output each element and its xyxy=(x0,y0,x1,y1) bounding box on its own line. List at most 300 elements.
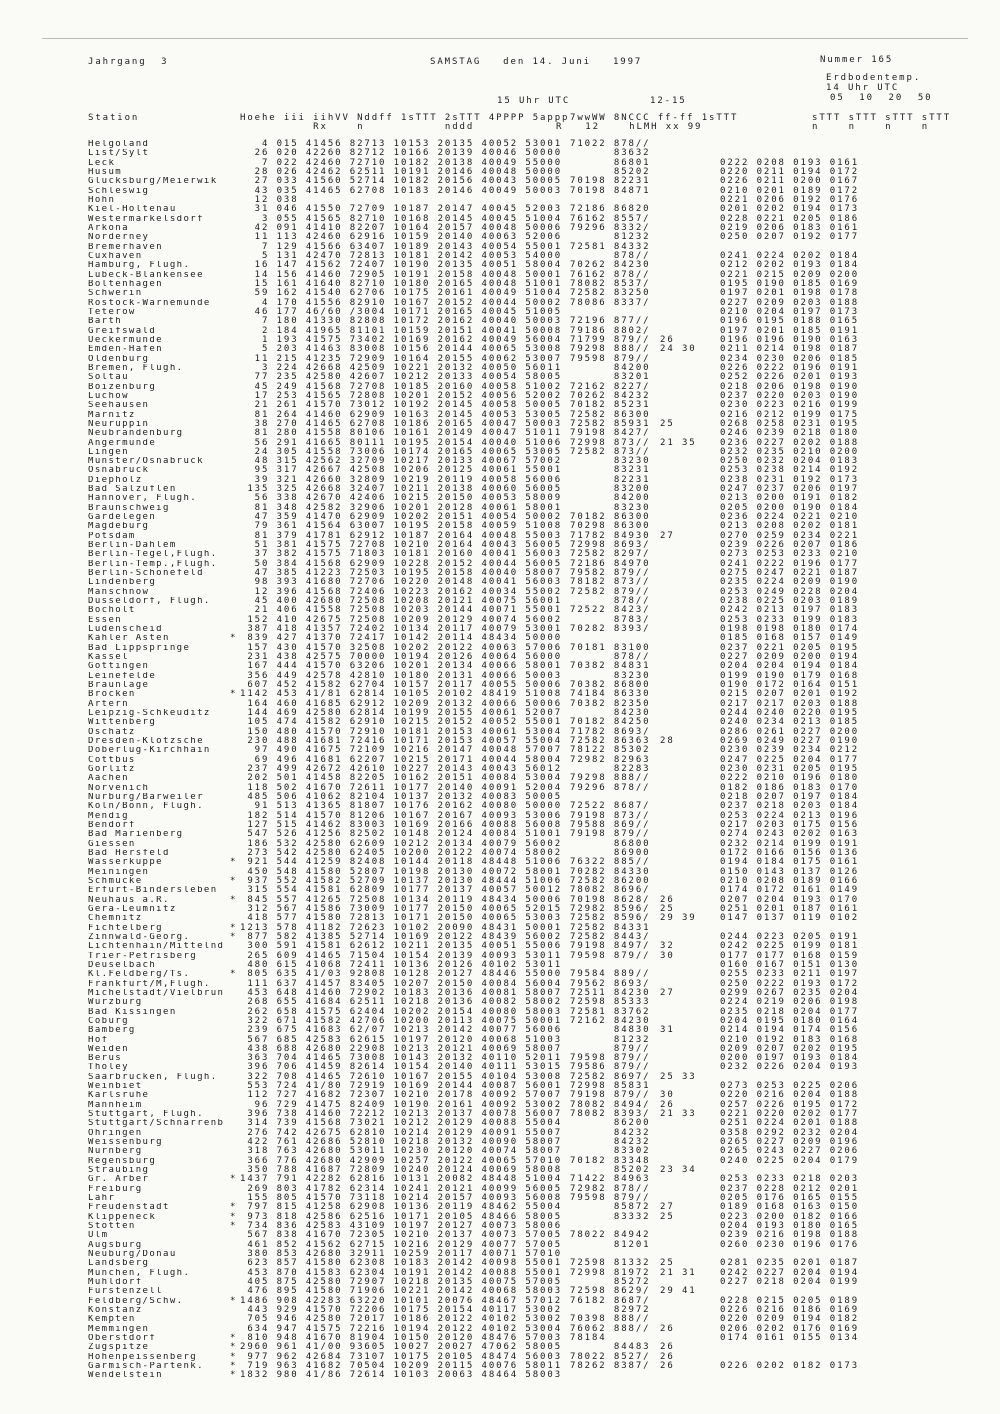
cloud-groups: 79562 8693/ xyxy=(570,978,651,989)
cloud-groups: 72186 84970 xyxy=(570,558,651,569)
wind-extra xyxy=(660,364,720,373)
soil-temp-time: 14 Uhr UTC xyxy=(826,83,900,93)
wind-extra xyxy=(660,756,720,765)
wind-extra xyxy=(660,149,720,158)
station-name: Glücksburg/Meierwik xyxy=(88,177,218,187)
cloud-groups: 72998 85831 xyxy=(570,1081,651,1092)
obs-groups: 48 315 42562 32709 10217 20133 40067 57002 xyxy=(240,456,563,467)
soil-temps: 0174 0172 0161 0149 xyxy=(720,885,860,896)
cloud-groups: 78082 8494/ xyxy=(570,1099,651,1110)
mountain-station-marker xyxy=(230,1241,240,1250)
cloud-groups: 70382 84831 xyxy=(570,661,651,672)
wind-extra xyxy=(660,634,720,643)
station-name: Öhringen xyxy=(88,1128,143,1138)
soil-temps: 0199 0190 0179 0168 xyxy=(720,670,860,681)
soil-temps: 0185 0168 0157 0149 xyxy=(720,633,860,644)
soil-temps: 0239 0216 0198 0188 xyxy=(720,1230,860,1241)
soil-temps: 0232 0235 0210 0200 xyxy=(720,446,860,457)
station-name: Görlitz xyxy=(88,764,136,774)
mountain-station-marker xyxy=(230,336,240,345)
cloud-groups: 79198 8427/ xyxy=(570,428,651,439)
obs-groups: 46 177 46/60 /3004 10171 20165 40045 51005 xyxy=(240,306,563,317)
mountain-station-marker xyxy=(230,560,240,569)
cloud-groups: 84232 xyxy=(570,1137,651,1148)
cloud-groups: 70382 82350 xyxy=(570,698,651,709)
station-name: Mannheim xyxy=(88,1100,143,1110)
cloud-groups: 70282 8393/ xyxy=(570,624,651,635)
station-name: Garmisch-Partenk. xyxy=(88,1361,204,1371)
wind-extra xyxy=(660,308,720,317)
obs-groups: 79 361 41564 63007 10195 20158 40059 51008 xyxy=(240,521,563,532)
mountain-station-marker xyxy=(230,1278,240,1287)
obs-groups: 21 406 41558 72508 10203 20144 40071 55001 xyxy=(240,605,563,616)
station-name: Lübeck-Blankensee xyxy=(88,270,204,280)
obs-groups: 3 055 41565 82710 10168 20145 40045 51004 xyxy=(240,213,563,224)
soil-temps: 0250 0207 0192 0177 xyxy=(720,232,860,243)
obs-groups: 443 929 41570 72206 10175 20154 40117 53002 xyxy=(240,1305,563,1316)
wind-extra xyxy=(660,448,720,457)
wind-extra xyxy=(660,243,720,252)
cloud-groups: 81201 xyxy=(570,1239,651,1250)
soil-temps: 0230 0231 0205 0195 xyxy=(720,763,860,774)
soil-temps: 0222 0208 0193 0161 xyxy=(720,157,860,168)
wind-extra xyxy=(660,858,720,867)
obs-groups: 31 046 41550 72709 10187 20147 40045 52003 xyxy=(240,204,563,215)
soil-temps: 0213 0208 0202 0181 xyxy=(720,521,860,532)
wind-extra xyxy=(660,224,720,233)
mountain-station-marker xyxy=(230,345,240,354)
station-name: Giessen xyxy=(88,839,136,849)
station-name: Nürburg/Barweiler xyxy=(88,792,204,802)
mountain-station-marker xyxy=(230,196,240,205)
cloud-groups: 70262 84232 xyxy=(570,390,651,401)
wind-extra: 25 33 xyxy=(660,1071,697,1082)
obs-groups: 56 291 41665 80111 10195 20154 40040 51006 xyxy=(240,437,563,448)
soil-temps: 0228 0215 0205 0189 xyxy=(720,1295,860,1306)
obs-groups: 11 113 42460 62916 10159 20140 40063 52006 xyxy=(240,232,563,243)
wind-extra xyxy=(660,690,720,699)
wind-extra: 26 xyxy=(660,1342,675,1353)
obs-groups: 810 948 41670 81904 10150 20120 48476 57003 xyxy=(240,1333,563,1343)
soil-temps: 0250 0222 0193 0172 xyxy=(720,978,860,989)
station-name: Bremen, Flugh. xyxy=(88,363,184,373)
station-name: Marnitz xyxy=(88,410,136,420)
station-name: Bad Hersfeld xyxy=(88,848,170,858)
obs-groups: 450 548 41580 52807 10198 20130 40072 58001 xyxy=(240,866,563,877)
station-name: Husum xyxy=(88,167,123,177)
obs-groups: 480 615 41068 72411 10136 20126 40102 53011 xyxy=(240,959,563,970)
cloud-groups: 79586 879// xyxy=(570,1062,651,1073)
mountain-station-marker xyxy=(230,289,240,298)
cloud-groups: 70182 86300 xyxy=(570,512,651,523)
station-name: Ueckermünde xyxy=(88,335,164,345)
station-name: Essen xyxy=(88,615,123,625)
station-name: Bad Lippspringe xyxy=(88,643,191,653)
mountain-station-marker: * xyxy=(230,857,236,868)
obs-groups: 27 033 41560 52714 10182 20156 40043 50005 xyxy=(240,176,563,187)
cloud-groups: 79598 879// xyxy=(570,1053,651,1064)
soil-temps: 0228 0221 0205 0186 xyxy=(720,213,860,224)
mountain-station-marker xyxy=(230,728,240,737)
wind-extra xyxy=(660,1036,720,1045)
cloud-groups: 83230 xyxy=(570,670,651,681)
station-name: Berlin-Temp.,Flugh. xyxy=(88,559,218,569)
obs-groups: 1142 453 41/81 62814 10105 20102 48419 51008 xyxy=(240,689,563,700)
wind-extra xyxy=(660,476,720,485)
wind-extra xyxy=(660,924,720,933)
obs-groups: 476 895 41580 71906 10221 20142 40068 58003 xyxy=(240,1286,563,1297)
wind-extra: 25 xyxy=(660,1211,675,1222)
wind-extra: 26 xyxy=(660,1323,675,1334)
obs-groups: 363 704 41465 73008 10143 20132 40110 52011 xyxy=(240,1053,563,1064)
mountain-station-marker xyxy=(230,1138,240,1147)
station-name: Regensburg xyxy=(88,1156,157,1166)
soil-temps: 0235 0218 0204 0177 xyxy=(720,1006,860,1017)
mountain-station-marker xyxy=(230,1026,240,1035)
station-name: Bad Marienberg xyxy=(88,830,184,840)
station-name: Emden-Hafen xyxy=(88,345,164,355)
soil-temps: 0253 0238 0214 0192 xyxy=(720,465,860,476)
obs-groups: 81 348 42582 32906 10201 20128 40061 58001 xyxy=(240,502,563,513)
soil-temps: 0232 0226 0204 0193 xyxy=(720,1062,860,1073)
cloud-groups: 79298 888// xyxy=(570,773,651,784)
soil-temps: 0241 0222 0196 0177 xyxy=(720,558,860,569)
wind-extra xyxy=(660,709,720,718)
mountain-station-marker xyxy=(230,252,240,261)
mountain-station-marker xyxy=(230,177,240,186)
obs-groups: 265 609 41465 71504 10154 20139 40093 53011 xyxy=(240,950,563,961)
station-name: Hohn xyxy=(88,195,116,205)
wind-extra xyxy=(660,457,720,466)
wind-extra xyxy=(660,830,720,839)
station-name: Göttingen xyxy=(88,662,150,672)
mountain-station-marker xyxy=(230,504,240,513)
soil-temps: 0274 0243 0202 0163 xyxy=(720,829,860,840)
cloud-groups: 72582 879// xyxy=(570,586,651,597)
soil-temps: 0214 0194 0174 0156 xyxy=(720,1025,860,1036)
wind-extra xyxy=(660,569,720,578)
mountain-station-marker xyxy=(230,299,240,308)
obs-groups: 5 131 42470 72813 10181 20142 40053 54000 xyxy=(240,250,563,261)
soil-temps: 0219 0206 0183 0161 xyxy=(720,222,860,233)
wind-extra: 25 xyxy=(660,1258,675,1269)
station-name: Straubing xyxy=(88,1166,150,1176)
station-name: Osnabrück xyxy=(88,466,150,476)
obs-groups: 7 180 41330 82808 10172 20162 40040 50003 xyxy=(240,316,563,327)
wind-extra xyxy=(660,616,720,625)
wind-extra: 21 31 xyxy=(660,1267,697,1278)
station-name: München, Flugh. xyxy=(88,1268,191,1278)
soil-temps: 0260 0230 0196 0176 xyxy=(720,1239,860,1250)
cloud-groups: 86801 xyxy=(570,157,651,168)
wind-extra xyxy=(660,868,720,877)
obs-groups: 24 305 41558 73006 10174 20165 40065 53005 xyxy=(240,446,563,457)
station-name: Weissenburg xyxy=(88,1138,164,1148)
station-name: Münster/Osnabrück xyxy=(88,457,204,467)
wind-extra xyxy=(660,597,720,606)
wind-extra xyxy=(660,140,720,149)
cloud-groups: 78122 85302 xyxy=(570,745,651,756)
station-name: Kl.Feldberg/Ts. xyxy=(88,970,191,980)
wind-extra xyxy=(660,1147,720,1156)
obs-groups: 56 338 42670 42406 10215 20150 40053 58009 xyxy=(240,493,563,504)
mountain-station-marker xyxy=(230,644,240,653)
station-name: Angermünde xyxy=(88,438,157,448)
mountain-station-marker xyxy=(230,205,240,214)
obs-groups: 396 738 41460 72212 10213 20137 40078 56007 xyxy=(240,1109,563,1120)
obs-groups: 396 706 41459 82614 10154 20140 40111 53015 xyxy=(240,1062,563,1073)
cloud-groups: 78082 8696/ xyxy=(570,885,651,896)
cloud-groups: 79598 879// xyxy=(570,950,651,961)
obs-groups: 12 038 xyxy=(240,194,299,205)
wind-extra xyxy=(660,280,720,289)
soil-temps: 0237 0228 0212 0201 xyxy=(720,1183,860,1194)
cloud-groups: 83632 xyxy=(570,148,651,159)
wind-extra xyxy=(660,961,720,970)
station-name: Artern xyxy=(88,699,129,709)
station-name: Greifswald xyxy=(88,326,157,336)
wind-extra xyxy=(660,998,720,1007)
col-subheader-right: R 12 hLMH xx 99 xyxy=(556,122,703,132)
cloud-groups: 70182 85231 xyxy=(570,400,651,411)
station-name: Lahr xyxy=(88,1194,116,1204)
soil-temps: 0172 0166 0156 0136 xyxy=(720,847,860,858)
date-line: SAMSTAG den 14. Juni 1997 xyxy=(430,57,643,67)
wind-extra xyxy=(660,765,720,774)
station-name: Kassel xyxy=(88,653,129,663)
mountain-station-marker xyxy=(230,1185,240,1194)
station-name: Meiningen xyxy=(88,867,150,877)
station-name: Kempten xyxy=(88,1315,136,1325)
obs-groups: 438 688 42680 22908 10213 20121 40069 58007 xyxy=(240,1043,563,1054)
station-name: Westermarkelsdorf xyxy=(88,214,204,224)
obs-groups: 1832 980 41/86 72614 10103 20063 48464 58003 xyxy=(240,1370,563,1381)
obs-range-label: 12-15 xyxy=(650,96,687,106)
station-name: Boizenburg xyxy=(88,382,157,392)
mountain-station-marker xyxy=(230,280,240,289)
station-name: Dresden-Klotzsche xyxy=(88,737,204,746)
soil-temps: 0204 0195 0180 0164 xyxy=(720,1015,860,1026)
soil-temps: 0226 0202 0182 0173 xyxy=(720,1360,860,1371)
cloud-groups: 70198 84871 xyxy=(570,185,651,196)
cloud-groups: 79198 879// xyxy=(570,1090,651,1101)
mountain-station-marker xyxy=(230,308,240,317)
obs-groups: 12 396 41568 72406 10223 20162 40034 55002 xyxy=(240,586,563,597)
soil-temps: 0251 0201 0187 0161 xyxy=(720,903,860,914)
wind-extra: 29 41 xyxy=(660,1286,697,1297)
mountain-station-marker xyxy=(230,1045,240,1054)
obs-groups: 1486 908 42283 63220 10101 20076 48467 57012 xyxy=(240,1295,563,1306)
mountain-station-marker xyxy=(230,1017,240,1026)
soil-temps: 0251 0224 0201 0188 xyxy=(720,1118,860,1129)
soil-temps: 0215 0207 0201 0192 xyxy=(720,689,860,700)
mountain-station-marker xyxy=(230,905,240,914)
cloud-groups xyxy=(570,1371,660,1380)
mountain-station-marker xyxy=(230,1073,240,1082)
station-name: Würzburg xyxy=(88,998,143,1008)
station-name: Konstanz xyxy=(88,1306,143,1316)
obs-groups: 182 514 41570 81206 10167 20167 40093 53006 xyxy=(240,810,563,821)
obs-groups: 45 249 41568 72708 10185 20160 40058 51002 xyxy=(240,381,563,392)
soil-temps: 0210 0192 0183 0168 xyxy=(720,1034,860,1045)
wind-extra xyxy=(660,355,720,364)
cloud-groups: 72582 873// xyxy=(570,446,651,457)
wind-extra: 26 xyxy=(660,1351,675,1362)
wind-extra xyxy=(660,252,720,261)
station-name: Leinefelde xyxy=(88,671,157,681)
cloud-groups: 83201 xyxy=(570,372,651,383)
soil-temps: 0237 0221 0205 0195 xyxy=(720,642,860,653)
station-name: Augsburg xyxy=(88,1240,143,1250)
wind-extra xyxy=(660,187,720,196)
station-name: Oschatz xyxy=(88,727,136,737)
mountain-station-marker xyxy=(230,1110,240,1119)
soil-temps: 0247 0237 0206 0197 xyxy=(720,484,860,495)
station-name: Lüdenscheid xyxy=(88,625,164,635)
obs-groups: 547 526 41256 82502 10148 20124 40084 51001 xyxy=(240,829,563,840)
station-name: Rostock-Warnemünde xyxy=(88,298,211,308)
obs-groups: 4 170 41556 82910 10167 20152 40044 50002 xyxy=(240,297,563,308)
soil-temps: 0227 0209 0200 0194 xyxy=(720,652,860,663)
wind-extra xyxy=(660,177,720,186)
mountain-station-marker xyxy=(230,746,240,755)
soil-temps: 0223 0200 0182 0166 xyxy=(720,1211,860,1222)
wind-extra xyxy=(660,1222,720,1231)
station-name: Kiel-Holtenau xyxy=(88,205,177,215)
cloud-groups: 72598 85333 xyxy=(570,997,651,1008)
mountain-station-marker xyxy=(230,952,240,961)
soil-temps: 0242 0225 0199 0181 xyxy=(720,941,860,952)
wind-extra: 25 xyxy=(660,903,675,914)
wind-extra: 25 xyxy=(660,418,675,429)
cloud-groups: 74184 86330 xyxy=(570,689,651,700)
wind-extra: 29 39 xyxy=(660,913,697,924)
mountain-station-marker xyxy=(230,774,240,783)
soil-temps: 0196 0195 0188 0165 xyxy=(720,316,860,327)
wind-extra xyxy=(660,672,720,681)
mountain-station-marker xyxy=(230,411,240,420)
soil-temps: 0253 0249 0228 0204 xyxy=(720,586,860,597)
mountain-station-marker: * xyxy=(230,931,236,942)
mountain-station-marker xyxy=(230,448,240,457)
station-name: Fichtelberg xyxy=(88,923,164,933)
station-name: Gera-Leumnitz xyxy=(88,904,177,914)
soil-temps: 0275 0247 0221 0187 xyxy=(720,568,860,579)
station-name: Seehausen xyxy=(88,401,150,411)
soil-temps: 0205 0176 0165 0155 xyxy=(720,1193,860,1204)
cloud-groups: 70382 86800 xyxy=(570,680,651,691)
soil-temps: 0210 0201 0189 0172 xyxy=(720,185,860,196)
station-name: List/Sylt xyxy=(88,149,150,159)
soil-temps: 0177 0177 0168 0159 xyxy=(720,950,860,961)
soil-temps: 0270 0259 0234 0221 xyxy=(720,530,860,541)
cloud-groups: 84483 xyxy=(570,1342,651,1353)
soil-temps: 0150 0143 0137 0126 xyxy=(720,866,860,877)
station-name: Weiden xyxy=(88,1044,129,1054)
cloud-groups: 72982 8596/ xyxy=(570,903,651,914)
wind-extra xyxy=(660,1185,720,1194)
mountain-station-marker xyxy=(230,392,240,401)
soil-temps: 0197 0201 0198 0178 xyxy=(720,288,860,299)
wind-extra: 28 xyxy=(660,736,675,746)
obs-groups: 485 506 41062 82104 10137 20132 40083 50005 xyxy=(240,791,563,802)
station-name: Potsdam xyxy=(88,531,136,541)
station-name: Erfurt-Bindersleben xyxy=(88,886,218,896)
col-header-groups: Hoehe iii iihVV Nddff 1sTTT 2sTTT 4PPPP 5appp xyxy=(240,113,570,123)
obs-groups: 95 317 42667 42508 10206 20125 40061 55001 xyxy=(240,465,563,476)
soil-temps: 0206 0202 0176 0169 xyxy=(720,1323,860,1334)
obs-groups: 14 156 41460 72905 10191 20158 40048 50001 xyxy=(240,269,563,280)
obs-groups: 16 147 41562 72407 10190 20135 40051 58004 xyxy=(240,260,563,271)
mountain-station-marker xyxy=(230,700,240,709)
cloud-groups: 72982 82963 xyxy=(570,754,651,765)
soil-temps: 0182 0186 0183 0170 xyxy=(720,782,860,793)
station-name: Freiburg xyxy=(88,1184,143,1194)
station-name: Berlin-Dahlem xyxy=(88,541,177,551)
cloud-groups: 879// xyxy=(570,1043,651,1054)
obs-groups: 422 761 42686 52810 10218 20132 40090 58007 xyxy=(240,1137,563,1148)
obs-groups: 2 184 41965 81101 10159 20151 40041 50008 xyxy=(240,325,563,336)
cloud-groups: 878// xyxy=(570,596,651,607)
mountain-station-marker xyxy=(230,364,240,373)
wind-extra: 26 xyxy=(660,894,675,905)
soil-temps: 0241 0224 0202 0184 xyxy=(720,250,860,261)
cloud-groups: 72162 84230 xyxy=(570,1015,651,1026)
station-name: Cottbus xyxy=(88,755,136,765)
mountain-station-marker: * xyxy=(230,1342,236,1353)
soil-temps: 0189 0168 0163 0150 xyxy=(720,1202,860,1213)
station-name: Düsseldorf, Flugh. xyxy=(88,597,211,607)
obs-groups: 97 490 41675 72109 10216 20147 40048 57007 xyxy=(240,745,563,756)
soil-temps: 0217 0203 0175 0156 xyxy=(720,819,860,830)
station-name: Brocken xyxy=(88,690,136,700)
mountain-station-marker xyxy=(230,812,240,821)
mountain-station-marker: * xyxy=(230,1333,236,1343)
obs-groups: 26 020 42260 82712 10166 20139 40046 50000 xyxy=(240,148,563,159)
soil-temp-title: Erdbodentemp. xyxy=(826,73,922,83)
wind-extra xyxy=(660,653,720,662)
soil-temps: 0221 0215 0209 0200 xyxy=(720,269,860,280)
mountain-station-marker xyxy=(230,578,240,587)
cloud-groups: 84232 xyxy=(570,1127,651,1138)
cloud-groups: 79198 879// xyxy=(570,829,651,840)
mountain-station-marker: * xyxy=(230,894,236,905)
cloud-groups: 72598 81332 xyxy=(570,1258,651,1269)
obs-groups: 239 675 41683 62/07 10213 20142 40077 56006 xyxy=(240,1025,563,1036)
station-name: Feldberg/Schw. xyxy=(88,1296,184,1306)
obs-groups: 315 554 41581 62809 10177 20137 40057 50012 xyxy=(240,885,563,896)
cloud-groups: 70182 84250 xyxy=(570,717,651,728)
soil-temps: 0239 0226 0207 0186 xyxy=(720,540,860,551)
wind-extra xyxy=(660,271,720,280)
cloud-groups: 82283 xyxy=(570,763,651,774)
mountain-station-marker xyxy=(230,784,240,793)
cloud-groups: 79198 8497/ xyxy=(570,941,651,952)
cloud-groups: 85272 xyxy=(570,1277,651,1288)
soil-temps: 0232 0214 0199 0191 xyxy=(720,838,860,849)
mountain-station-marker xyxy=(230,485,240,494)
station-name: Barth xyxy=(88,317,123,327)
obs-groups: 937 552 41582 52709 10137 20130 48444 51006 xyxy=(240,875,563,886)
obs-groups: 839 427 41370 72417 10142 20114 48434 50000 xyxy=(240,633,563,644)
soil-temps: 0227 0209 0203 0188 xyxy=(720,297,860,308)
obs-groups: 96 729 41475 82409 10190 20161 40092 53002 xyxy=(240,1099,563,1110)
cloud-groups: 76322 885// xyxy=(570,857,651,868)
obs-groups: 167 444 41570 63206 10201 20134 40066 58001 xyxy=(240,661,563,672)
wind-extra xyxy=(660,1371,720,1380)
obs-groups: 98 393 41680 72706 10220 20148 40041 56003 xyxy=(240,577,563,588)
wind-extra xyxy=(660,1241,720,1250)
